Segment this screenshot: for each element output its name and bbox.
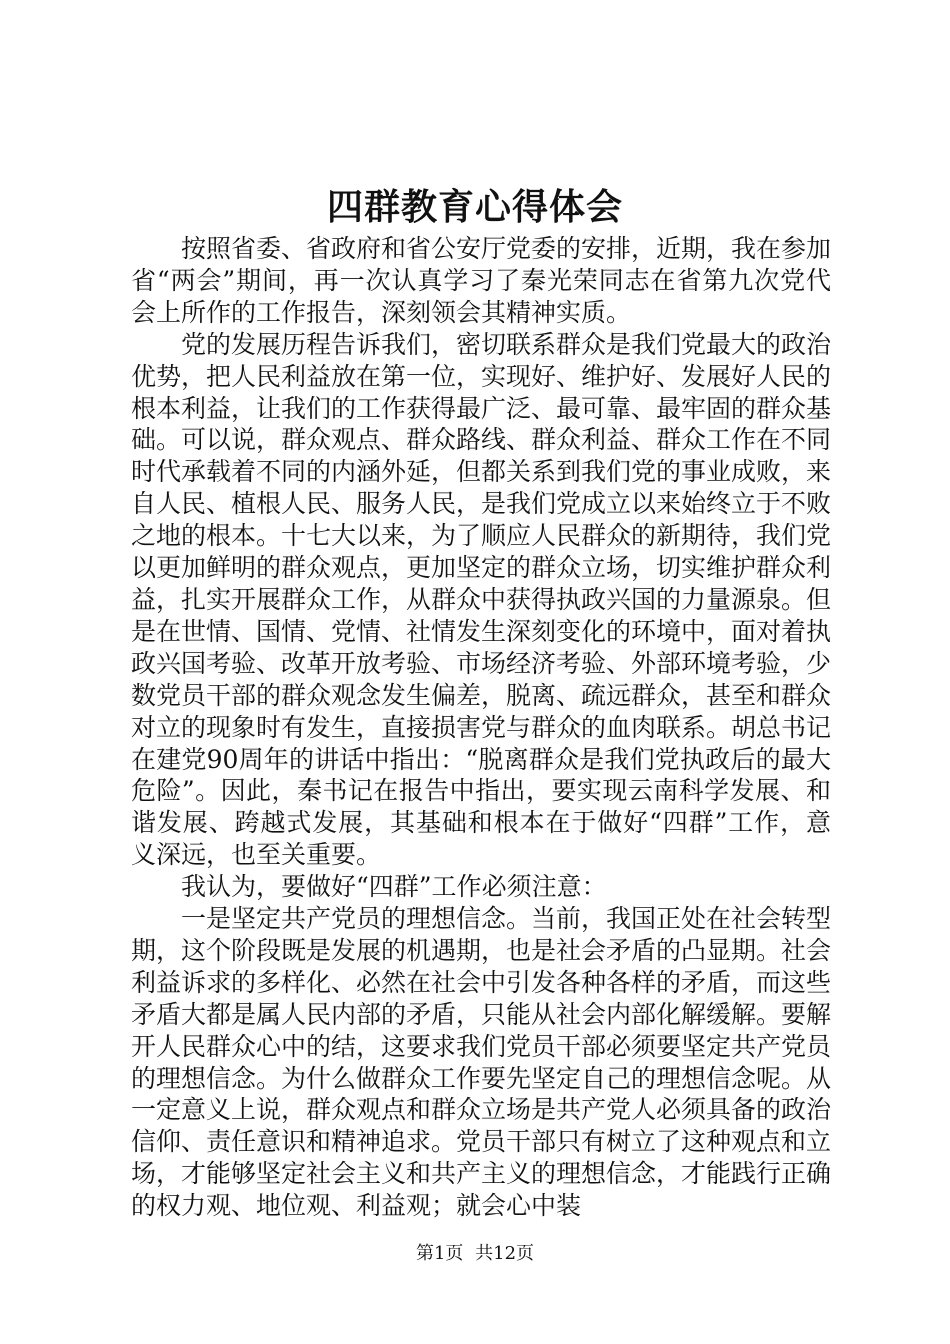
document-body xyxy=(131,233,831,1222)
paragraph-1: 按照省委、省政府和省公安厅党委的安排，近期，我在参加省“两会”期间，再一次认真学习了秦光荣同志在省第九次党代会上所作的工作报告，深刻领会其精神实质。 xyxy=(131,234,832,327)
document-title: 四群教育心得体会 xyxy=(326,186,623,228)
page-footer xyxy=(0,1242,950,1266)
paragraph-2: 党的发展历程告诉我们，密切联系群众是我们党最大的政治优势，把人民利益放在第一位，实现好、维护好、发展好人民的根本利益，让我们的工作获得最广泛、最可靠、最牢固的群众基础。可以说，群众观点、群众路线、群众利益、群众工作在不同时代承载着不同的内涵外延，但都关系到我们党的事业成败，来自人民、植根人民、服务人民，是我们党成立以来始终立于不败之地的根本。十七大以来，为了顺应人民群众的新期待，我们党以更加鲜明的群众观点，更加坚定的群众立场，切实维护群众利益，扎实开展群众工作，从群众中获得执政兴国的力量源泉。但是在世情、国情、党情、社情发生深刻变化的环境中，面对着执政兴国考验、改革开放考验、市场经济考验、外部环境考验，少数党员干部的群众观念发生偏差，脱离、疏远群众，甚至和群众对立的现象时有发生，直接损害党与群众的血肉联系。胡总书记在建党90周年的讲话中指出：“脱离群众是我们党执政后的最大危险”。因此，秦书记在报告中指出，要实现云南科学发展、和谐发展、跨越式发展，其基础和根本在于做好“四群”工作，意义深远，也至关重要。 xyxy=(131,329,832,870)
paragraph-4: 一是坚定共产党员的理想信念。当前，我国正处在社会转型期，这个阶段既是发展的机遇期，也是社会矛盾的凸显期。社会利益诉求的多样化、必然在社会中引发各种各样的矛盾，而这些矛盾大都是属人民内部的矛盾，只能从社会内部化解缓解。要解开人民群众心中的结，这要求我们党员干部必须要坚定共产党员的理想信念。为什么做群众工作要先坚定自己的理想信念呢。从一定意义上说，群众观点和群众立场是共产党人必须具备的政治信仰、责任意识和精神追求。党员干部只有树立了这种观点和立场，才能够坚定社会主义和共产主义的理想信念，才能践行正确的权力观、地位观、利益观；就会心中装 xyxy=(131,904,832,1221)
page-total: 共12页 xyxy=(475,1243,535,1264)
paragraph-3: 我认为，要做好“四群”工作必须注意： xyxy=(181,872,607,902)
page-number: 第1页 xyxy=(415,1243,464,1264)
